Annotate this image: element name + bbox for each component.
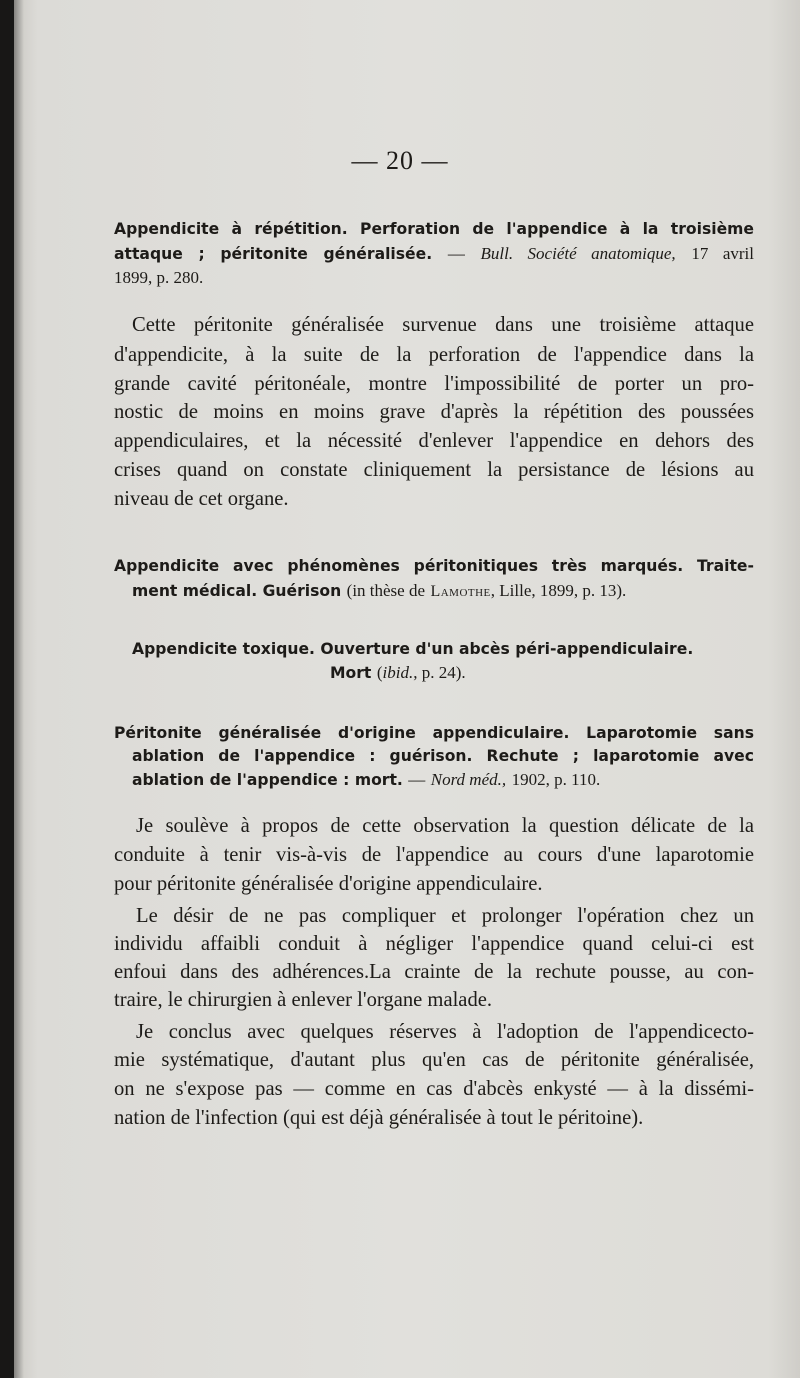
- paragraph-3-line: individu affaibli conduit à négliger l'appendice quand celui-ci est: [114, 933, 754, 955]
- reference-1-year-page: 1899, p. 280.: [114, 268, 204, 287]
- reference-3-ibid: ibid.: [382, 663, 414, 682]
- reference-1-line-2: [114, 244, 754, 264]
- paragraph-4-line: mie systématique, d'autant plus qu'en cas de péritonite généralisée,: [114, 1049, 754, 1071]
- reference-1-journal: Bull. Société anatomique,: [480, 244, 676, 263]
- reference-3-line-2: [330, 663, 800, 683]
- paragraph-2-line: Je soulève à propos de cette observation la question délicate de la: [136, 815, 754, 837]
- page-edge-shadow: [14, 0, 24, 1378]
- reference-4-dash: —: [408, 770, 426, 789]
- reference-2-line-2: [132, 581, 772, 601]
- reference-4-line-2: ablation de l'appendice : guérison. Rechute ; laparotomie avec: [132, 747, 754, 765]
- paragraph-1-line: d'appendicite, à la suite de la perforation de l'appendice dans la: [114, 344, 754, 366]
- paragraph-1-line: Cette péritonite généralisée survenue dans une troisième attaque: [132, 314, 754, 336]
- reference-2-source: (in thèse de: [346, 581, 426, 600]
- paragraph-2-line: conduite à tenir vis-à-vis de l'appendice au cours d'une laparotomie: [114, 844, 754, 866]
- reference-3-line-1: Appendicite toxique. Ouverture d'un abcès péri-appendiculaire.: [132, 640, 694, 658]
- paragraph-3-line: Le désir de ne pas compliquer et prolonger l'opération chez un: [136, 905, 754, 927]
- paragraph-1-line: nostic de moins en moins grave d'après la répétition des poussées: [114, 401, 754, 423]
- reference-4-line-3: [132, 770, 772, 790]
- reference-1-line-3: [114, 268, 754, 288]
- reference-4-line-1: Péritonite généralisée d'origine appendiculaire. Laparotomie sans: [114, 724, 754, 742]
- paragraph-3-line: traire, le chirurgien à enlever l'organe malade.: [114, 989, 493, 1011]
- page-number: — 20 —: [351, 146, 449, 175]
- reference-2-outcome: ment médical. Guérison: [132, 582, 342, 600]
- reference-3-citation: , p. 24).: [413, 663, 466, 682]
- paragraph-1-line: grande cavité péritonéale, montre l'impossibilité de porter un pro-: [114, 373, 754, 395]
- paragraph-4-line: nation de l'infection (qui est déjà généralisée à tout le péritoine).: [114, 1107, 644, 1129]
- paragraph-4-line: Je conclus avec quelques réserves à l'adoption de l'appendicecto-: [136, 1021, 754, 1043]
- reference-2-citation: , Lille, 1899, p. 13).: [490, 581, 627, 600]
- paragraph-1-line: crises quand on constate cliniquement la persistance de lésions au: [114, 459, 754, 481]
- reference-1-date: 17 avril: [691, 244, 754, 263]
- reference-2-author: Lamothe: [430, 583, 491, 600]
- reference-3-paren: (: [376, 663, 383, 682]
- reference-1-line-1: Appendicite à répétition. Perforation de l'appendice à la troisième: [114, 220, 754, 238]
- reference-1-title: attaque ; péritonite généralisée.: [114, 245, 433, 263]
- book-page: [14, 0, 800, 1378]
- paragraph-4-line: on ne s'expose pas — comme en cas d'abcès enkysté — à la dissémi-: [114, 1078, 754, 1100]
- paragraph-2-line: pour péritonite généralisée d'origine appendiculaire.: [114, 873, 543, 895]
- reference-4-citation: 1902, p. 110.: [511, 770, 601, 789]
- paragraph-1-line: niveau de cet organe.: [114, 488, 289, 510]
- reference-1-dash: —: [447, 244, 465, 263]
- reference-4-outcome: ablation de l'appendice : mort.: [132, 771, 403, 789]
- paragraph-3-line: enfoui dans des adhérences.La crainte de la rechute pousse, au con-: [114, 961, 754, 983]
- reference-4-journal: Nord méd.,: [430, 770, 507, 789]
- reference-3-outcome: Mort: [330, 664, 372, 682]
- reference-2-line-1: Appendicite avec phénomènes péritonitiques très marqués. Traite-: [114, 557, 754, 575]
- paragraph-1-line: appendiculaires, et la nécessité d'enlever l'appendice en dehors des: [114, 430, 754, 452]
